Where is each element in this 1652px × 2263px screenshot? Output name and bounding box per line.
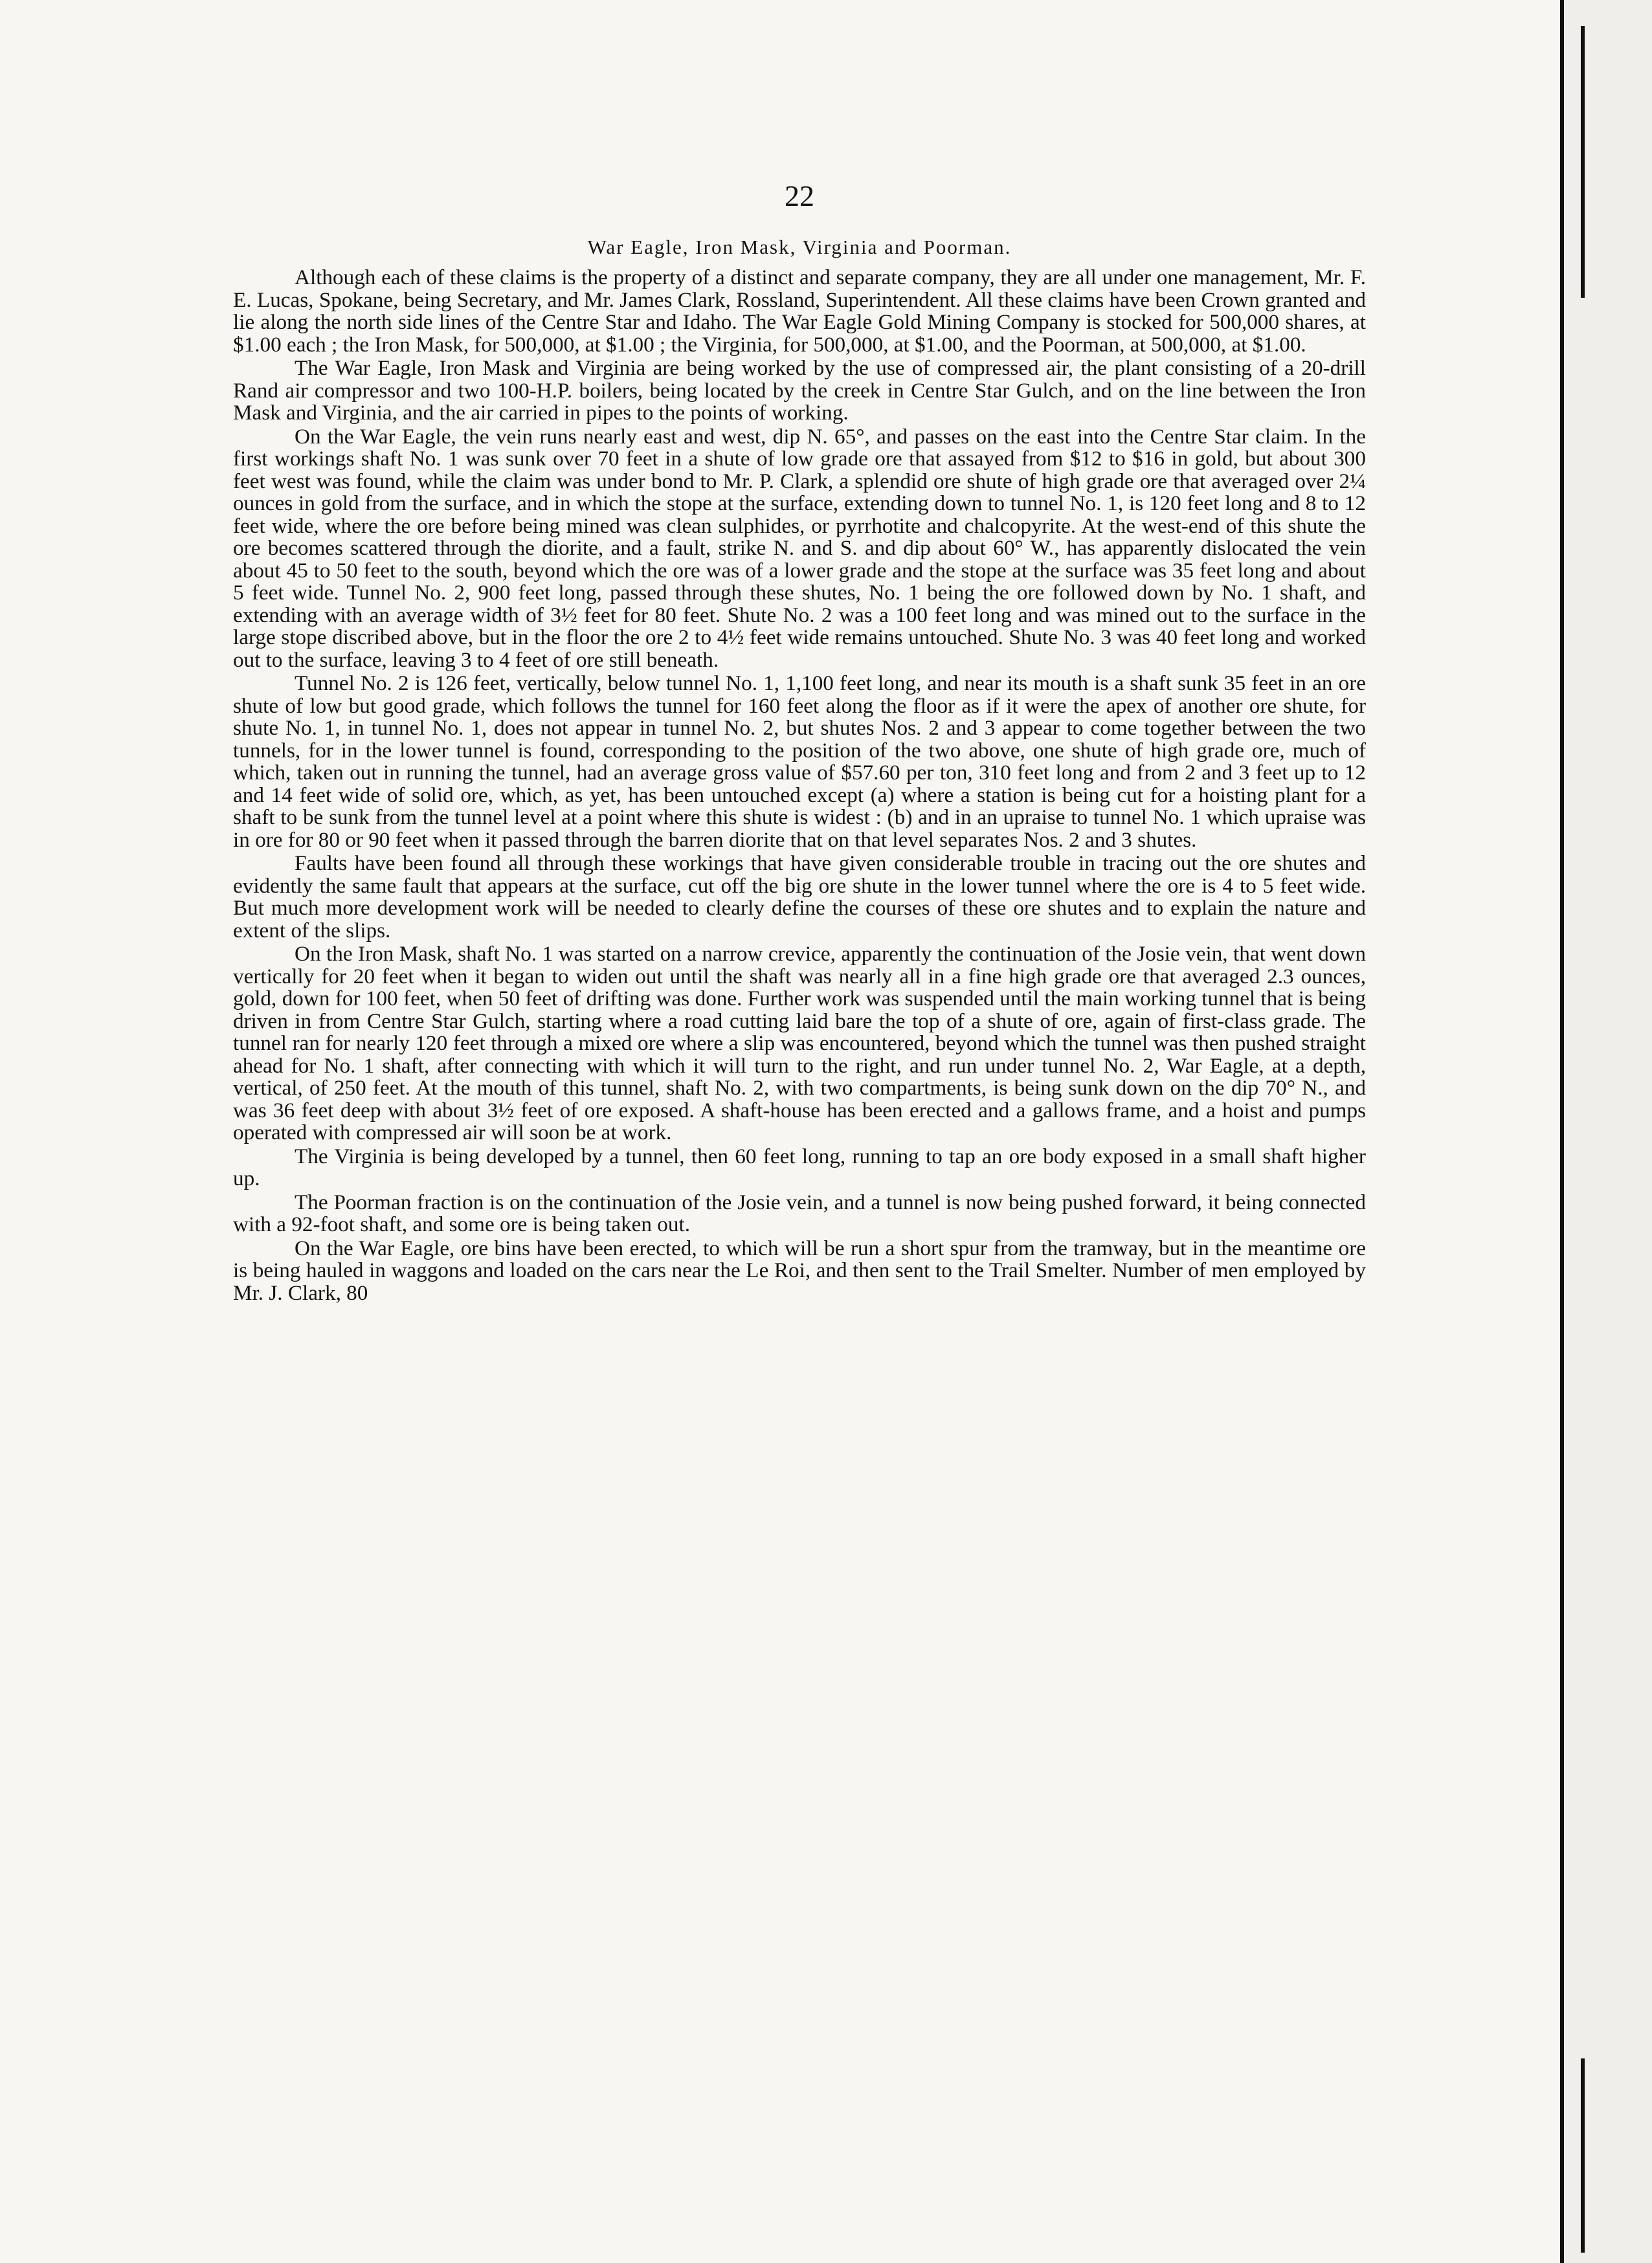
- paragraph-tunnel-no-2: Tunnel No. 2 is 126 feet, vertically, below tunnel No. 1, 1,100 feet long, and near its mouth is a shaft sunk 35 feet in an ore shute of low but good grade, which follows the tunnel for 160 feet along the floor as if it were the apex of another ore shute, for shute No. 1, in tunnel No. 1, does not appear in tunnel No. 2, but shutes Nos. 2 and 3 appear to come together between the two tunnels, for in the lower tunnel is found, corresponding to the position of the two above, one shute of high grade ore, much of which, taken out in running the tunnel, had an average gross value of $57.60 per ton, 310 feet long and from 2 and 3 feet up to 12 and 14 feet wide of solid ore, which, as yet, has been untouched except (a) where a station is being cut for a hoisting plant for a shaft to be sunk from the tunnel level at a point where this shute is widest : (b) and in an upraise to tunnel No. 1 which upraise was in ore for 80 or 90 feet when it passed through the barren diorite that on that level separates Nos. 2 and 3 shutes.: [233, 671, 1366, 852]
- paragraph-ore-bins: On the War Eagle, ore bins have been erected, to which will be run a short spur from the tramway, but in the meantime ore is being hauled in waggons and loaded on the cars near the Le Roi, and then sent to the Trail Smelter. Number of men employed by Mr. J. Clark, 80: [233, 1236, 1366, 1305]
- paragraph-war-eagle-vein: On the War Eagle, the vein runs nearly east and west, dip N. 65°, and passes on the east into the Centre Star claim. In the first workings shaft No. 1 was sunk over 70 feet in a shute of low grade ore that assayed from $12 to $16 in gold, but about 300 feet west was found, while the claim was under bond to Mr. P. Clark, a splendid ore shute of high grade ore that averaged over 2¼ ounces in gold from the surface, and in which the stope at the surface, extending down to tunnel No. 1, is 120 feet long and 8 to 12 feet wide, where the ore before being mined was clean sulphides, or pyrrhotite and chalcopyrite. At the west-end of this shute the ore becomes scattered through the diorite, and a fault, strike N. and S. and dip about 60° W., has apparently dislocated the vein about 45 to 50 feet to the south, beyond which the ore was of a lower grade and the stope at the surface was 35 feet long and about 5 feet wide. Tunnel No. 2, 900 feet long, passed through these shutes, No. 1 being the ore followed down by No. 1 shaft, and extending with an average width of 3½ feet for 80 feet. Shute No. 2 was a 100 feet long and was mined out to the surface in the large stope discribed above, but in the floor the ore 2 to 4½ feet wide remains untouched. Shute No. 3 was 40 feet long and worked out to the surface, leaving 3 to 4 feet of ore still beneath.: [233, 424, 1366, 672]
- paragraph-compressed-air-plant: The War Eagle, Iron Mask and Virginia are being worked by the use of compressed air, the plant consisting of a 20-drill Rand air compressor and two 100-H.P. boilers, being located by the creek in Centre Star Gulch, and on the line between the Iron Mask and Virginia, and the air carried in pipes to the points of working.: [233, 356, 1366, 425]
- paragraph-poorman: The Poorman fraction is on the continuation of the Josie vein, and a tunnel is now being pushed forward, it being connected with a 92-foot shaft, and some ore is being taken out.: [233, 1190, 1366, 1236]
- page-text-block: [233, 178, 1366, 1306]
- page-edge-rule-top: [1581, 26, 1585, 298]
- adjacent-page-edge: [1560, 0, 1652, 2263]
- paragraph-ownership: Although each of these claims is the property of a distinct and separate company, they are all under one management, Mr. F. E. Lucas, Spokane, being Secretary, and Mr. James Clark, Rossland, Superintendent. All these claims have been Crown granted and lie along the north side lines of the Centre Star and Idaho. The War Eagle Gold Mining Company is stocked for 500,000 shares, at $1.00 each ; the Iron Mask, for 500,000, at $1.00 ; the Virginia, for 500,000, at $1.00, and the Poorman, at 500,000, at $1.00.: [233, 265, 1366, 357]
- section-heading: War Eagle, Iron Mask, Virginia and Poorman.: [587, 236, 1012, 258]
- paragraph-faults: Faults have been found all through these workings that have given considerable trouble in tracing out the ore shutes and evidently the same fault that appears at the surface, cut off the big ore shute in the lower tunnel where the ore is 4 to 5 feet wide. But much more development work will be needed to clearly define the courses of these ore shutes and to explain the nature and extent of the slips.: [233, 851, 1366, 942]
- page-number: 22: [785, 179, 814, 212]
- paragraph-iron-mask: On the Iron Mask, shaft No. 1 was started on a narrow crevice, apparently the continuation of the Josie vein, that went down vertically for 20 feet when it began to widen out until the shaft was nearly all in a fine high grade ore that averaged 2.3 ounces, gold, down for 100 feet, when 50 feet of drifting was done. Further work was suspended until the main working tunnel that is being driven in from Centre Star Gulch, starting where a road cutting laid bare the top of a shute of ore, again of first-class grade. The tunnel ran for nearly 120 feet through a mixed ore where a slip was encountered, beyond which the tunnel was then pushed straight ahead for No. 1 shaft, after connecting with which it will turn to the right, and run under tunnel No. 2, War Eagle, at a depth, vertical, of 250 feet. At the mouth of this tunnel, shaft No. 2, with two compartments, is being sunk down on the dip 70° N., and was 36 feet deep with about 3½ feet of ore exposed. A shaft-house has been erected and a gallows frame, and a hoist and pumps operated with compressed air will soon be at work.: [233, 942, 1366, 1144]
- paragraph-virginia: The Virginia is being developed by a tunnel, then 60 feet long, running to tap an ore body exposed in a small shaft higher up.: [233, 1144, 1366, 1190]
- page-edge-rule-bottom: [1581, 2058, 1585, 2253]
